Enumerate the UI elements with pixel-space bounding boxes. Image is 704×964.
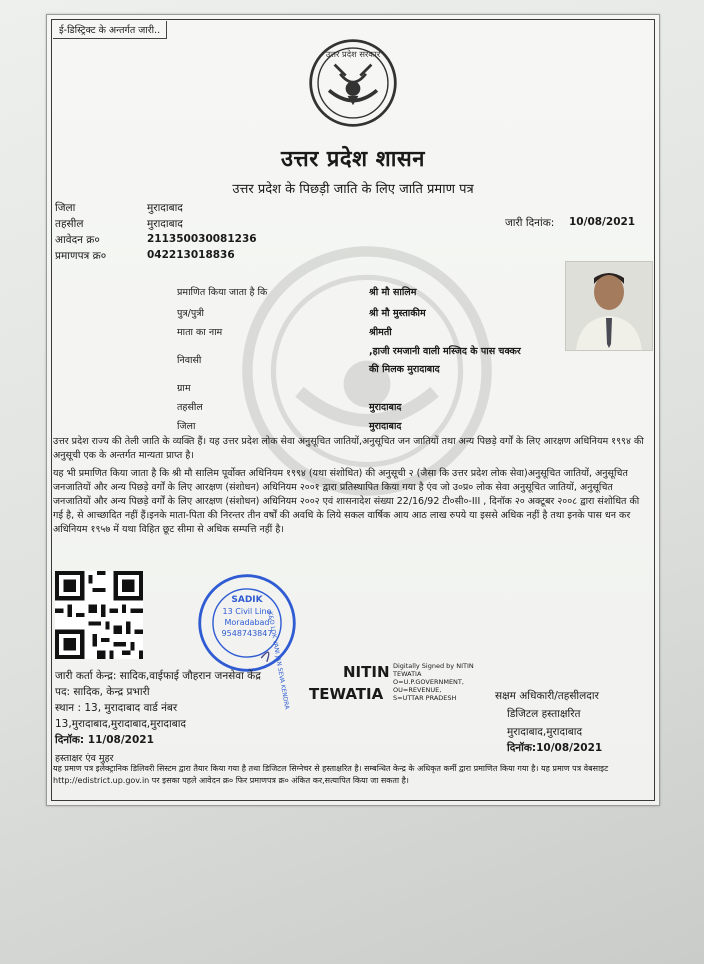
meta-application-value: 211350030081236: [147, 233, 257, 245]
issuer-center: जारी कर्ता केन्द्र: सादिक,वाईफाई जौहरान जनसेवा केंद्र: [55, 670, 261, 682]
issuer-address: 13,मुरादाबाद,मुरादाबाद,मुरादाबाद: [55, 718, 187, 730]
detail-district-label: जिला: [177, 421, 196, 432]
meta-tehsil-value: मुरादाबाद: [147, 218, 183, 230]
digital-sign-detail1: Digitally Signed by NITIN: [393, 662, 474, 670]
caste-paragraph: उत्तर प्रदेश राज्य की तेली जाति के व्यक्ति हैं। यह उत्तर प्रदेश लोक सेवा अनुसूचित जातियों,अनुसूचित जन जातियों तथा अन्य पिछड़े वर्गों के लिए आरक्षण अधिनियम १९९४ की अनुसूची एक के अन्तर्गत मान्यता प्राप्त है।: [53, 436, 644, 461]
meta-district-label: जिला: [55, 202, 76, 214]
detail-district-value: मुरादाबाद: [369, 421, 402, 432]
digital-sign-name1: NITIN: [343, 663, 390, 681]
meta-tehsil-label: तहसील: [55, 218, 84, 230]
header-note: ई-डिस्ट्रिक्ट के अन्तर्गत जारी..: [53, 21, 167, 39]
certificate-sheet: [46, 14, 660, 806]
certify-label: प्रमाणित किया जाता है कि: [177, 287, 268, 298]
resident-value-line2: की मिलक मुरादाबाद: [369, 364, 440, 375]
footer-note: यह प्रमाण पत्र इलेक्ट्रानिक डिलिवरी सिस्टम द्वारा तैयार किया गया है तथा डिजिटल सिग्नेचर से हस्ताक्षरित है। सम्बन्धित केन्द्र के अधिकृत कर्मी द्वारा प्रमाणित किया गया है। यह प्रमाण पत्र वेबसाइट http://edistrict.up.gov.in पर इसका पहले आवेदन क्र० फिर प्रमाणपत्र क्र० अंकित कर,सत्यापित किया जा सकता है।: [53, 764, 609, 785]
digital-sign-detail3: O=U.P.GOVERNMENT,: [393, 678, 464, 686]
village-label: ग्राम: [177, 383, 191, 394]
meta-application-label: आवेदन क्र०: [55, 234, 100, 246]
mother-label: माता का नाम: [177, 327, 223, 338]
certification-paragraph: यह भी प्रमाणित किया जाता है कि श्री मौ सालिम पूर्वोक्त अधिनियम १९९४ (यथा संशोधित) की अनुसूची २ (जैसा कि उत्तर प्रदेश लोक सेवा)अनुसूचित जातियों, अनुसूचित जनजातियों और अन्य पिछड़े वर्गों के लिए आरक्षण (संशोधन) अधिनियम २००१ द्वारा प्रतिस्थापित किया गया है एंव जो उ०प्र० लोक सेवा अनुसूचित जातियों, अनुसूचित जनजातियों और अन्य पिछड़े वर्गों के लिए आरक्षण (संशोधन) अधिनियम २००२ एवं शासनादेश संख्या 22/16/92 टी०सी०-III , दिनॉक २० अक्टूबर २००८ द्वारा संशोधित की गई है, से आच्छादित नहीं हैं।इनके माता-पिता की निरन्तर तीन वर्षों की अवधि के लिये सकल वार्षिक आय आठ लाख रुपये या इससे अधिक नहीं है तथा इनके पास धन कर अधिनियम १९५७ में यथा विहित छूट सीमा से अधिक सम्पत्ति नहीं है।: [53, 468, 640, 535]
applicant-photo: [565, 261, 653, 351]
father-value: श्री मौ मुस्ताकीम: [369, 308, 426, 319]
digital-sign-name2: TEWATIA: [309, 685, 384, 703]
detail-tehsil-label: तहसील: [177, 402, 203, 413]
stamp-line3: Moradabad: [224, 618, 270, 627]
father-label: पुत्र/पुत्री: [177, 308, 204, 319]
authority-date: दिनॉक:10/08/2021: [507, 742, 603, 754]
issuer-sign-label: हस्ताक्षर एंव मुहर: [55, 753, 114, 764]
digital-sign-detail4: OU=REVENUE,: [393, 686, 442, 694]
qr-code-icon[interactable]: [55, 571, 143, 659]
resident-label: निवासी: [177, 355, 202, 366]
meta-certificate-label: प्रमाणपत्र क्र०: [55, 250, 107, 262]
stamp-line4: 9548743847: [221, 629, 273, 638]
issuer-place: स्थान : 13, मुरादाबाद वार्ड नंबर: [55, 702, 178, 714]
digital-sign-detail2: TEWATIA: [393, 670, 422, 678]
name-value: श्री मौ सालिम: [369, 287, 417, 298]
stamp-line1: SADIK: [231, 595, 263, 605]
detail-tehsil-value: मुरादाबाद: [369, 402, 402, 413]
issue-date-label: जारी दिनांक:: [505, 217, 555, 229]
authority-sign: डिजिटल हस्ताक्षरित: [507, 708, 581, 720]
resident-value-line1: ,हाजी रमजानी वाली मस्जिद के पास चक्कर: [369, 346, 521, 357]
up-government-seal-icon: [307, 37, 399, 129]
authority-title: सक्षम अधिकारी/तहसीलदार: [495, 690, 599, 702]
stamp-line2: 13 Civil Line: [222, 607, 272, 616]
document-title: उत्तर प्रदेश शासन: [281, 147, 425, 172]
meta-certificate-value: 04221301883​6: [147, 249, 235, 261]
issue-date-value: 10/08/2021: [569, 216, 636, 228]
digital-sign-detail5: S=UTTAR PRADESH: [393, 694, 457, 702]
issuer-post: पद: सादिक, केन्द्र प्रभारी: [55, 686, 150, 698]
authority-place: मुरादाबाद,मुरादाबाद: [507, 726, 583, 738]
issuer-date: दिनॉक: 11/08/2021: [55, 734, 154, 746]
document-subtitle: उत्तर प्रदेश के पिछड़ी जाति के लिए जाति प्रमाण पत्र: [232, 182, 474, 197]
svg-text:उत्तर प्रदेश सरकार: उत्तर प्रदेश सरकार: [325, 49, 381, 60]
mother-value: श्रीमती: [369, 327, 392, 338]
stamp-ring-text: K&D LOK VANI JAN SEVA KENDRA: [266, 611, 291, 710]
meta-district-value: मुरादाबाद: [147, 202, 183, 214]
